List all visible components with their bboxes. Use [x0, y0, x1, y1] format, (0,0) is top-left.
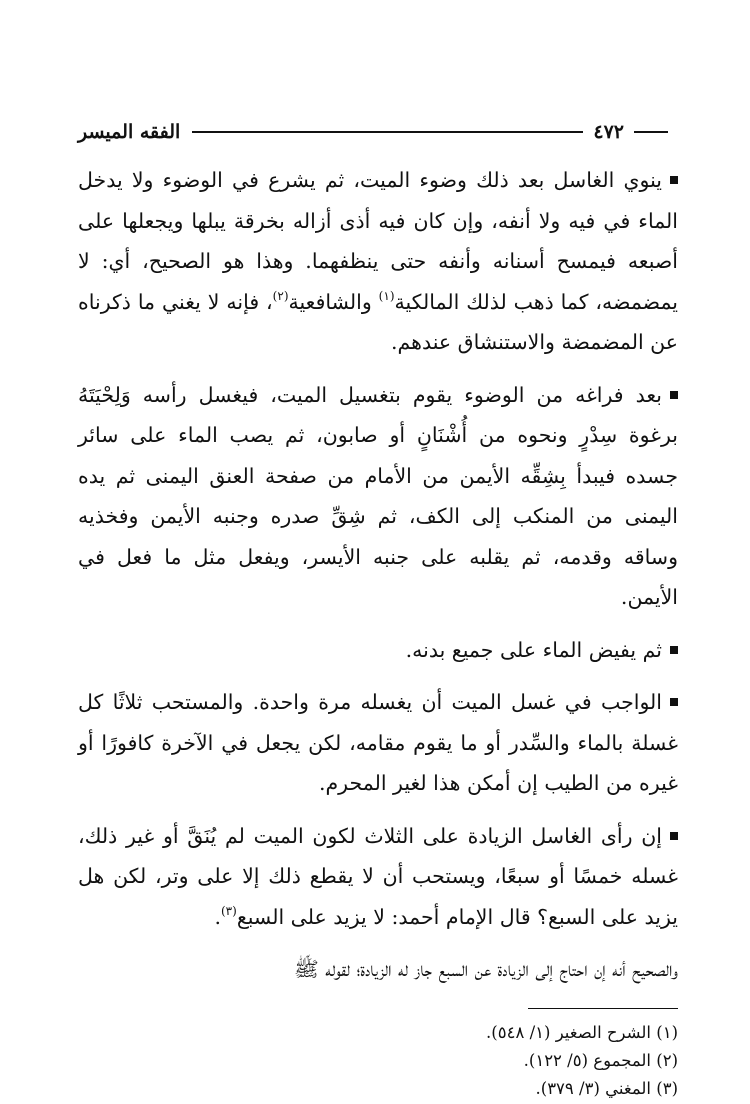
- header-rule-short: [634, 131, 668, 133]
- paragraph: [78, 816, 678, 938]
- footnote-divider: [528, 1008, 678, 1009]
- running-header: [78, 112, 678, 152]
- paragraph-text: والصحيح أنه إن احتاج إلى الزيادة عن السبع جاز له الزيادة؛ لقوله ﷺ: [294, 957, 678, 981]
- paragraph: [78, 949, 678, 990]
- footnote-reference: (٣): [220, 903, 237, 918]
- paragraph: [78, 630, 678, 671]
- paragraph-text: .: [214, 904, 221, 929]
- bullet-square-icon: [670, 832, 678, 840]
- footnote-reference: (٢): [272, 288, 289, 303]
- bullet-square-icon: [670, 176, 678, 184]
- paragraph-text: إن رأى الغاسل الزيادة على الثلاث لكون الميت لم يُنَقَّ أو غير ذلك، غسله خمسًا أو سبعًا، ويستحب أن لا يقطع ذلك إلا على وتر، لكن هل يزيد على السبع؟ قال الإمام أحمد: لا يزيد على السبع: [78, 823, 678, 929]
- header-rule-long: [192, 131, 583, 133]
- paragraph: [78, 160, 678, 363]
- footnote: (١) الشرح الصغير (١/ ٥٤٨).: [486, 1022, 678, 1042]
- paragraph-text: الواجب في غسل الميت أن يغسله مرة واحدة. والمستحب ثلاثًا كل غسلة بالماء والسِّدر أو ما يقوم مقامه، لكن يجعل في الآخرة كافورًا أو غيره من الطيب إن أمكن هذا لغير المحرم.: [78, 690, 678, 795]
- paragraph-text: ثم يفيض الماء على جميع بدنه.: [405, 637, 662, 662]
- document-page: [78, 112, 678, 1103]
- paragraph-text: بعد فراغه من الوضوء يقوم بتغسيل الميت، فيغسل رأسه وَلِحْيَتَهُ برغوة سِدْرٍ ونحوه من أُشْنَانٍ أو صابون، ثم يصب الماء على سائر جسده فيبدأ بِشِقِّه الأيمن من الأمام من صفحة العنق اليمنى ثم يده اليمنى من المنكب إلى الكف، ثم شِقِّ صدره وجنبه الأيمن وفخذيه وساقه وقدمه، ثم يقلبه على جنبه الأيسر، ويفعل مثل ما فعل في الأيمن.: [78, 382, 678, 609]
- footnotes: [78, 1019, 678, 1103]
- footnote: (٣) المغني (٣/ ٣٧٩).: [535, 1078, 678, 1098]
- paragraph-text: ، فإنه لا يغني ما ذكرناه عن المضمضة والاستنشاق عندهم.: [78, 289, 678, 354]
- paragraph-text: ينوي الغاسل بعد ذلك وضوء الميت، ثم يشرع في الوضوء ولا يدخل الماء في فيه ولا أنفه، وإن كان فيه أذى أزاله بخرقة يبلها ويجعلها على أصبعه فيمسح أسنانه وأنفه حتى ينظفهما. وهذا هو الصحيح، أي: لا يمضمضه، كما ذهب لذلك المالكية: [78, 168, 679, 314]
- bullet-square-icon: [670, 646, 678, 654]
- footnote-reference: (١): [378, 288, 395, 303]
- footnote: (٢) المجموع (٥/ ١٢٢).: [523, 1050, 678, 1070]
- page-number: ٤٧٢: [593, 121, 624, 143]
- paragraph: [78, 375, 678, 618]
- body-text: [78, 160, 678, 990]
- bullet-square-icon: [670, 698, 678, 706]
- paragraph: [78, 682, 678, 804]
- paragraph-text: والشافعية: [288, 289, 379, 314]
- bullet-square-icon: [670, 391, 678, 399]
- book-title: الفقه الميسر: [78, 121, 181, 143]
